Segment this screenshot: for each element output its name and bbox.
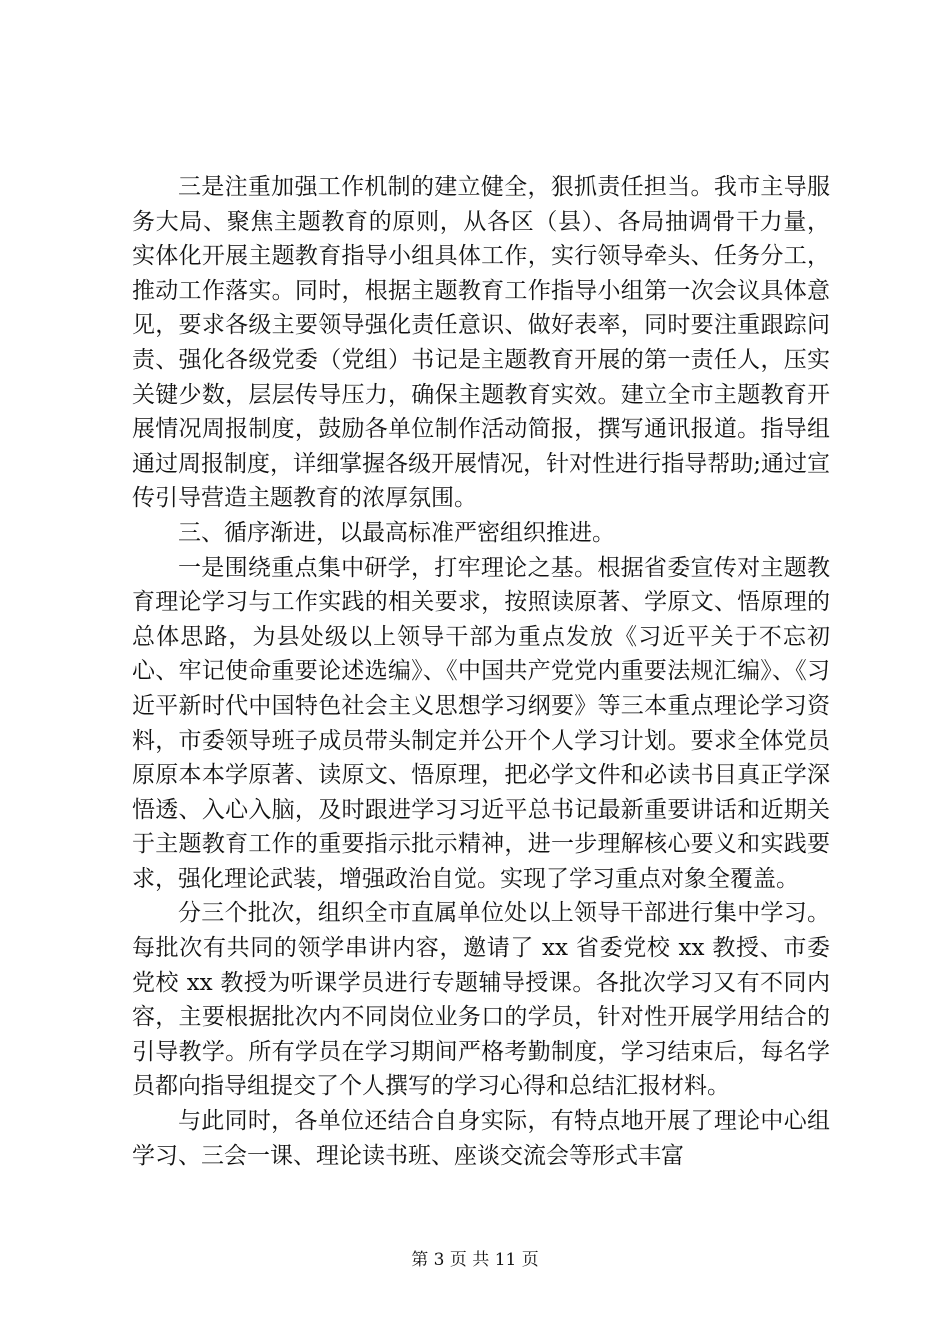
page-number-footer: 第 3 页 共 11 页: [411, 1250, 539, 1270]
section-heading-three: 三、循序渐进，以最高标准严密组织推进。: [178, 519, 615, 546]
paragraph-three-batches: 分三个批次，组织全市直属单位处以上领导干部进行集中学习。每批次有共同的领学串讲内容，邀请了 xx 省委党校 xx 教授、市委党校 xx 教授为听课学员进行专题辅导授课。各批次学习又有不同内容，主要根据批次内不同岗位业务口的学员，针对性开展学用结合的引导教学。所有学员在学习期间严格考勤制度，学习结束后，每名学员都向指导组提交了个人撰写的学习心得和总结汇报材料。: [132, 900, 830, 1100]
paragraph-focused-study: 一是围绕重点集中研学，打牢理论之基。根据省委宣传对主题教育理论学习与工作实践的相关要求，按照读原著、学原文、悟原理的总体思路，为县处级以上领导干部为重点发放《习近平关于不忘初心、牢记使命重要论述选编》、《中国共产党党内重要法规汇编》、《习近平新时代中国特色社会主义思想学习纲要》等三本重点理论学习资料，市委领导班子成员带头制定并公开个人学习计划。要求全体党员原原本本学原著、读原文、悟原理，把必学文件和必读书目真正学深悟透、入心入脑，及时跟进学习习近平总书记最新重要讲话和近期关于主题教育工作的重要指示批示精神，进一步理解核心要义和实践要求，强化理论武装，增强政治自觉。实现了学习重点对象全覆盖。: [132, 554, 830, 892]
paragraph-meanwhile: 与此同时，各单位还结合自身实际，有特点地开展了理论中心组学习、三会一课、理论读书班、座谈交流会等形式丰富: [132, 1108, 830, 1169]
document-body: [132, 170, 830, 1173]
paragraph-work-mechanism: 三是注重加强工作机制的建立健全，狠抓责任担当。我市主导服务大局、聚焦主题教育的原则，从各区（县）、各局抽调骨干力量，实体化开展主题教育指导小组具体工作，实行领导牵头、任务分工，推动工作落实。同时，根据主题教育工作指导小组第一次会议具体意见，要求各级主要领导强化责任意识、做好表率，同时要注重跟踪问责、强化各级党委（党组）书记是主题教育开展的第一责任人，压实关键少数，层层传导压力，确保主题教育实效。建立全市主题教育开展情况周报制度，鼓励各单位制作活动简报，撰写通讯报道。指导组通过周报制度，详细掌握各级开展情况，针对性进行指导帮助;通过宣传引导营造主题教育的浓厚氛围。: [132, 174, 830, 512]
